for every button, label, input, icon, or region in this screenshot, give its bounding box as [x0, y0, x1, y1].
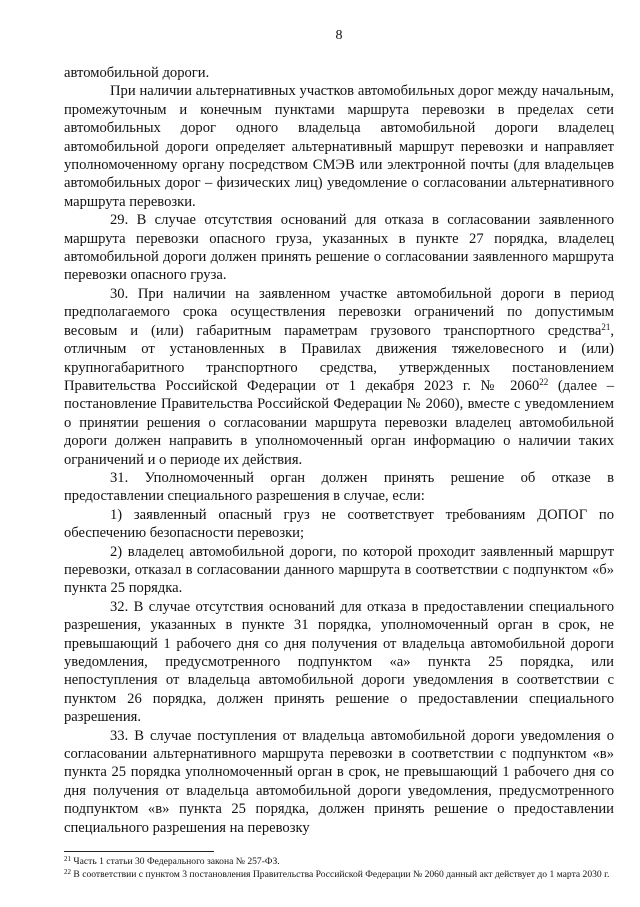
paragraph-30-part2: , отличным от установленных в Правилах движения тяжеловесного и (или) крупногабаритного транспортного средства, утвержденных постановлением Правительства Российской Федерации от 1 декабря 2023 г. № 2060	[64, 322, 614, 394]
footnote-text: Часть 1 статьи 30 Федерального закона № 257-ФЗ.	[71, 856, 280, 868]
footnote-ref-22: 22	[539, 376, 549, 387]
footnote-ref-21: 21	[601, 321, 611, 332]
page-number: 8	[335, 28, 343, 43]
footnote-mark: 21	[64, 855, 71, 864]
paragraph-30	[64, 285, 614, 469]
paragraph-31-item-1: 1) заявленный опасный груз не соответствует требованиям ДОПОГ по обеспечению безопасности перевозки;	[64, 506, 614, 542]
paragraph-30-part3: (далее – постановление Правительства Российской Федерации № 2060), вместе с уведомлением о принятии решения о согласовании маршрута перевозки владелец автомобильной дороги должен направить в уполномоченный орган информацию о наличии таких ограничений и о периоде их действия.	[64, 377, 614, 468]
paragraph-continuation: автомобильной дороги.	[64, 65, 210, 81]
footnote-21	[64, 856, 614, 869]
document-body	[64, 64, 614, 837]
paragraph-29: 29. В случае отсутствия оснований для отказа в согласовании заявленного маршрута перевозки опасного груза, указанных в пункте 27 порядка, владелец автомобильной дороги должен принять решение о согласовании заявленного маршрута перевозки опасного груза.	[64, 212, 614, 284]
footnote-22	[64, 869, 614, 882]
paragraph-alternative-route: При наличии альтернативных участков автомобильных дорог между начальным, промежуточным и конечным пунктами маршрута перевозки в пределах сети автомобильных дорог одного владельца автомобильной дороги владелец автомобильной дороги определяет альтернативный маршрут перевозки и направляет уполномоченному органу посредством СМЭВ или электронной почты (для владельцев автомобильных дорог – физических лиц) уведомление о согласовании альтернативного маршрута перевозки.	[64, 83, 614, 210]
paragraph-32: 32. В случае отсутствия оснований для отказа в предоставлении специального разрешения, указанных в пункте 31 порядка, уполномоченный орган в срок, не превышающий 1 рабочего дня со дня получения от владельца автомобильной дороги уведомления, предусмотренного подпунктом «а» пункта 25 порядка, или непоступления от владельца автомобильной дороги уведомления в соответствии с пунктом 26 порядка, должен принять решение о предоставлении специального разрешения.	[64, 598, 614, 726]
footnote-mark: 22	[64, 867, 71, 876]
paragraph-33: 33. В случае поступления от владельца автомобильной дороги уведомления о согласовании альтернативного маршрута перевозки в соответствии с подпунктом «в» пункта 25 порядка уполномоченный орган в срок, не превышающий 1 рабочего дня со дня получения от владельца автомобильной дороги уведомления, предусмотренного подпунктом «в» пункта 25 порядка, должен принять решение о предоставлении специального разрешения на перевозку	[64, 727, 614, 836]
footnotes	[64, 856, 614, 881]
footnote-text: В соответствии с пунктом 3 постановления Правительства Российской Федерации № 2060 данный акт действует до 1 марта 2030 г.	[71, 868, 610, 880]
footnote-divider	[64, 851, 214, 852]
paragraph-30-part1: 30. При наличии на заявленном участке автомобильной дороги в период предполагаемого срока осуществления перевозки ограничений по допустимым весовым и (или) габаритным параметрам грузового транспортного средства	[64, 285, 614, 339]
paragraph-31-item-2: 2) владелец автомобильной дороги, по которой проходит заявленный маршрут перевозки, отказал в согласовании данного маршрута в соответствии с подпунктом «б» пункта 25 порядка.	[64, 543, 614, 597]
paragraph-31: 31. Уполномоченный орган должен принять решение об отказе в предоставлении специального разрешения в случае, если:	[64, 469, 614, 505]
